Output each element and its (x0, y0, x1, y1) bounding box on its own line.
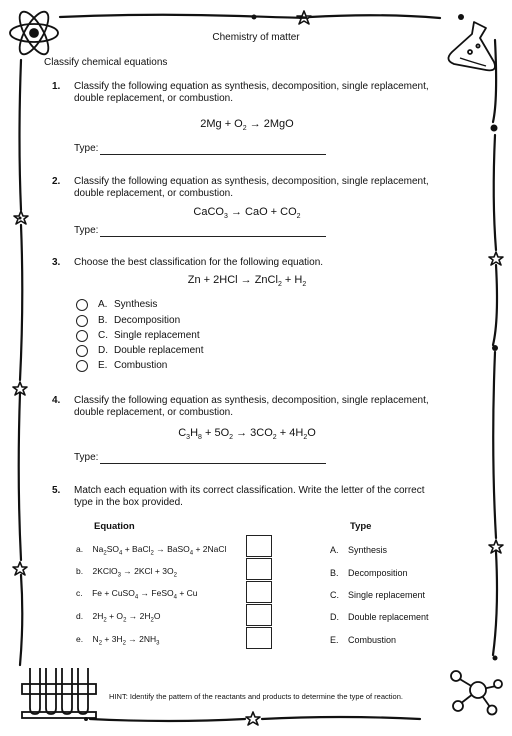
star-icon (489, 252, 503, 265)
question-number: 4. (52, 395, 61, 406)
question-text: Classify the following equation as synthesis, decomposition, single replacement, double replacement, or combustion. (74, 395, 429, 418)
radio-circle[interactable] (76, 360, 88, 372)
page-title: Chemistry of matter (212, 32, 300, 43)
section-heading: Classify chemical equations (44, 57, 168, 68)
radio-circle[interactable] (76, 315, 88, 327)
answer-box-e[interactable] (246, 627, 272, 649)
radio-circle[interactable] (76, 330, 88, 342)
equation: $2Mg + O_2 \to 2MgO$ (200, 118, 294, 133)
answer-box-d[interactable] (246, 604, 272, 626)
equation: $C_3H_8 + 5O_2 \to 3CO_2 + 4H_2O$ (178, 427, 316, 442)
flask-icon (448, 22, 495, 70)
answer-box-a[interactable] (246, 535, 272, 557)
question-5 (52, 485, 442, 515)
type-label: Type: (74, 143, 99, 154)
question-text: Classify the following equation as synthesis, decomposition, single replacement, double replacement, or combustion. (74, 176, 429, 199)
type-column-header: Type (350, 521, 372, 532)
star-icon (297, 11, 311, 24)
equation: Zn + 2HCl → ZnCl$_2$ + $H_2$ (187, 274, 307, 289)
question-number: 5. (52, 485, 61, 496)
equation-column-header: Equation (94, 521, 135, 532)
question-text: Choose the best classification for the following equation. (74, 257, 324, 268)
match-equation-d: d. $2H_2 + O_2 \to 2H_2O$ (76, 611, 161, 624)
question-4 (52, 395, 442, 470)
question-text: Classify the following equation as synthesis, decomposition, single replacement, double replacement, or combustion. (74, 81, 429, 104)
star-icon (246, 712, 260, 725)
radio-circle[interactable] (76, 345, 88, 357)
star-icon (489, 540, 503, 553)
star-icon (13, 562, 27, 575)
type-answer-field[interactable] (74, 452, 326, 464)
type-label: Type: (74, 225, 99, 236)
question-number: 2. (52, 176, 61, 187)
question-number: 3. (52, 257, 61, 268)
answer-box-b[interactable] (246, 558, 272, 580)
question-text: Match each equation with its correct classification. Write the letter of the correct type in the box provided. (74, 485, 425, 508)
match-equation-e: e. $N_2 + 3H_2 \to 2NH_3$ (76, 634, 160, 647)
type-answer-field[interactable] (74, 225, 326, 237)
question-number: 1. (52, 81, 61, 92)
equation: CaCO$_3$ → CaO + $CO_2$ (193, 206, 301, 221)
match-equation-c: c. Fe + CuSO$_4$ → FeSO$_4$ + Cu (76, 588, 198, 601)
type-label: Type: (74, 452, 99, 463)
match-equation-a: a. $Na_2SO_4$ + BaCl$_2$ → BaSO$_4$ + 2NaCl (76, 544, 227, 557)
question-1 (52, 81, 442, 161)
question-3 (52, 257, 442, 287)
star-icon (14, 211, 28, 224)
star-icon (13, 382, 27, 395)
question-2 (52, 176, 442, 246)
type-answer-field[interactable] (74, 143, 326, 155)
answer-box-c[interactable] (246, 581, 272, 603)
match-equation-b: b. 2KClO$_3$ → $2KCl + 3O_2$ (76, 566, 177, 579)
radio-circle[interactable] (76, 299, 88, 311)
hint-text: HINT: Identify the pattern of the reactants and products to determine the type of reaction. (109, 692, 403, 701)
